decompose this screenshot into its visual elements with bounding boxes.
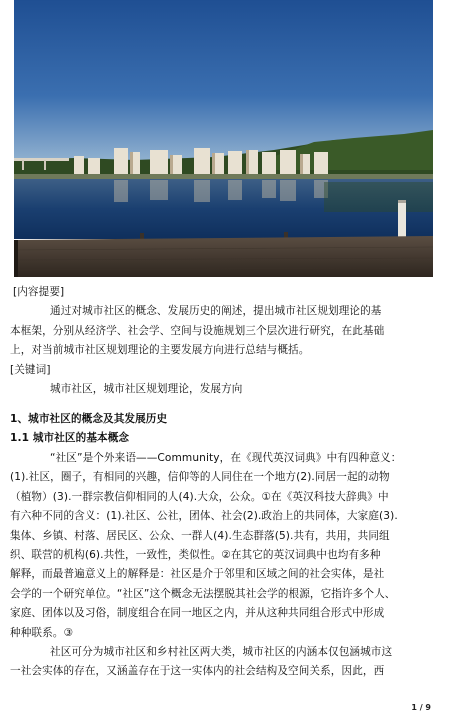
abstract-label: [内容提要]	[13, 286, 65, 298]
page-number: 1 / 9	[411, 703, 431, 712]
abstract-line: 上，对当前城市社区规划理论的主要发展方向进行总结与概括。	[10, 344, 310, 357]
section-1-1-heading: 1.1 城市社区的基本概念	[10, 432, 130, 445]
paragraph-line: “社区”是个外来语——Community，在《现代英汉词典》中有四种意义：	[50, 452, 402, 464]
paragraph-line: 一社会实体的存在，又涵盖存在于这一实体内的社会结构及空间关系，因此，西	[10, 665, 385, 678]
keywords: 城市社区，城市社区规划理论，发展方向	[50, 383, 243, 396]
paragraph-line: (1).社区，圈子，有相同的兴趣，信仰等的人同住在一个地方(2).同居一起的动物	[10, 471, 390, 484]
paragraph-line: 集体、乡镇、村落、居民区、公众、一群人(4).生态群落(5).共有，共用，共同组	[10, 529, 390, 542]
section-1-heading: 1、城市社区的概念及其发展历史	[10, 413, 168, 425]
abstract-line: 通过对城市社区的概念、发展历史的阐述，提出城市社区规划理论的基	[50, 305, 382, 318]
keywords-label: [关键词]	[10, 363, 51, 376]
section-heading	[10, 410, 435, 449]
paragraph-line: 有六种不同的含义：(1).社区、公社，团体、社会(2).政治上的共同体，大家庭(3).	[10, 510, 398, 523]
paragraph-line: 解释，而最普遍意义上的解释是：社区是介于邻里和区域之间的社会实体，是社	[10, 568, 385, 581]
paragraph-line: 家庭、团体以及习俗，制度组合在同一地区之内，并从这种共同组合形式中形成	[10, 607, 385, 620]
paragraph-line: 种种联系。③	[10, 626, 74, 639]
paragraph-line: 会学的一个研究单位。“社区”这个概念无法摆脱其社会学的根源，它指许多个人、	[10, 587, 396, 600]
paragraph-line: 社区可分为城市社区和乡村社区两大类，城市社区的内涵本仅包涵城市这	[50, 646, 393, 658]
paragraph-line: （植物）(3).一群宗教信仰相同的人(4).大众，公众。①在《英汉科技大辞典》中	[10, 490, 389, 503]
abstract-line: 本框架，分别从经济学、社会学、空间与设施规划三个层次进行研究，在此基础	[10, 324, 385, 337]
paragraph-1	[10, 449, 435, 643]
paragraph-line: 织、联营的机构(6).共性，一致性，类似性。②在其它的英汉词典中也均有多种	[10, 549, 381, 562]
abstract-section	[10, 283, 435, 399]
waterfront-city-photo	[14, 0, 433, 277]
paragraph-2	[10, 643, 435, 682]
